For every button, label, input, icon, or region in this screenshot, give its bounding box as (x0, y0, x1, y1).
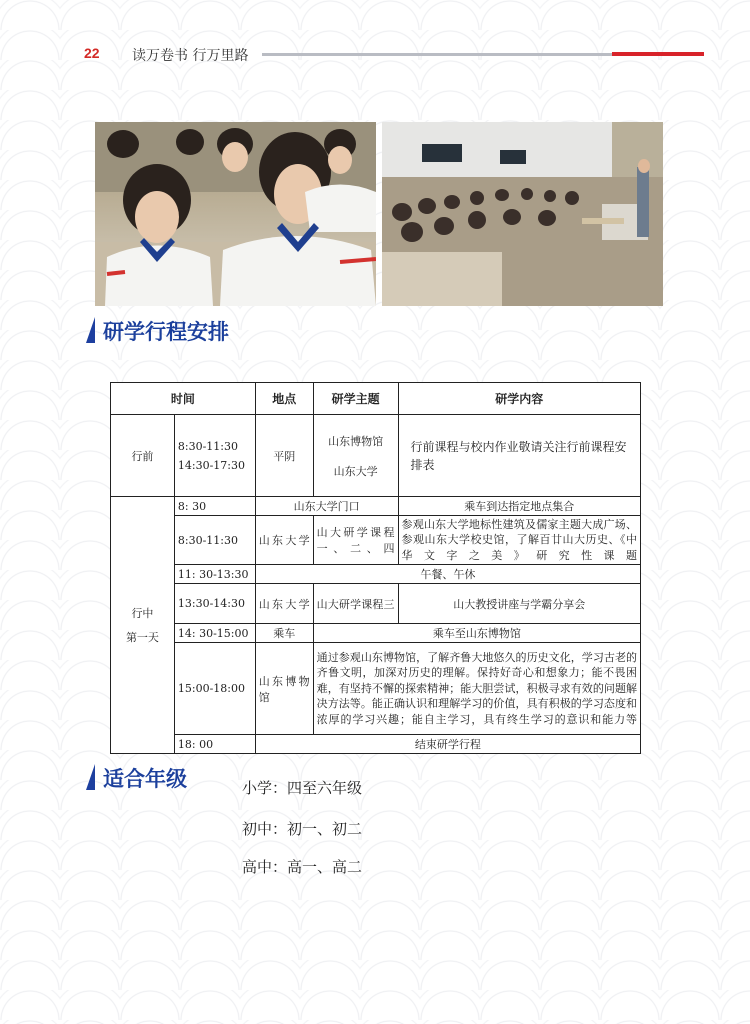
table-header-row (111, 383, 641, 415)
itinerary-title-text: 研学行程安排 (103, 320, 229, 344)
stage-day1-cell (111, 497, 175, 754)
row-time: 15:00-18:00 (174, 643, 255, 735)
row-place: 山东大学门口 (255, 497, 398, 516)
table-row (111, 415, 641, 497)
pre-theme-2: 山东大学 (333, 464, 378, 478)
grades-title-text: 适合年级 (103, 767, 187, 791)
grade-primary: 小学：四至六年级 (242, 779, 363, 797)
table-row (111, 584, 641, 624)
row-time: 14: 30-15:00 (174, 624, 255, 643)
row-time: 11: 30-13:30 (174, 565, 255, 584)
row-content: 乘车到达指定地点集合 (398, 497, 641, 516)
pre-theme-1: 山东博物馆 (328, 434, 384, 448)
pre-time-cell (174, 415, 255, 497)
table-row (111, 624, 641, 643)
itinerary-section-title (86, 316, 229, 346)
lecture-hall-photo (382, 122, 663, 306)
row-theme: 山大研学课程三 (313, 584, 398, 624)
section-marker-icon (86, 764, 95, 790)
page-header (0, 0, 750, 70)
pre-time-1: 8:30-11:30 (177, 439, 238, 453)
pre-theme-cell (313, 415, 398, 497)
running-title: 读万卷书 行万里路 (132, 48, 249, 64)
pre-content: 行前课程与校内作业敬请关注行前课程安排表 (398, 415, 641, 497)
row-content: 通过参观山东博物馆，了解齐鲁大地悠久的历史文化，学习古老的齐鲁文明，加深对历史的理解。保持好奇心和想象力；能不畏困难，有坚持不懈的探索精神；能大胆尝试，积极寻求有效的问题解决方法等。能正确认识和理解学习的价值，具有积极的学习态度和浓厚的学习兴趣；能自主学习，具有终生学习的意识和能力等 (313, 643, 640, 735)
row-time: 13:30-14:30 (174, 584, 255, 624)
students-in-uniform-photo (95, 122, 376, 306)
table-row (111, 516, 641, 565)
row-content: 参观山东大学地标性建筑及儒家主题大成广场、参观山东大学校史馆，了解百廿山大历史、《中华文字之美》研究性课题 (398, 516, 641, 565)
grade-senior: 高中：高一、高二 (242, 858, 363, 876)
table-row (111, 565, 641, 584)
stage-day1: 行中 (131, 607, 154, 621)
row-time: 18: 00 (174, 735, 255, 754)
row-content: 午餐、午休 (255, 565, 640, 584)
header-rule (262, 53, 614, 56)
row-place: 山东大学 (255, 584, 313, 624)
grade-junior: 初中：初一、初二 (242, 820, 363, 838)
header-time: 时间 (111, 383, 256, 415)
table-row (111, 735, 641, 754)
row-theme: 山大研学课程一、二、四 (313, 516, 398, 565)
row-place: 山东博物馆 (255, 643, 313, 735)
header-place: 地点 (255, 383, 313, 415)
pre-place: 平阴 (255, 415, 313, 497)
row-content: 乘车至山东博物馆 (313, 624, 640, 643)
header-accent-bar (612, 52, 704, 56)
table-row (111, 497, 641, 516)
day1-label: 第一天 (125, 631, 159, 645)
page-number: 22 (84, 45, 100, 61)
row-time: 8: 30 (174, 497, 255, 516)
row-content: 山大教授讲座与学霸分享会 (398, 584, 641, 624)
itinerary-table (110, 382, 641, 754)
grades-section-title (86, 763, 187, 793)
header-theme: 研学主题 (313, 383, 398, 415)
pre-time-2: 14:30-17:30 (177, 458, 245, 472)
table-row (111, 643, 641, 735)
header-content: 研学内容 (398, 383, 641, 415)
section-marker-icon (86, 317, 95, 343)
row-time: 8:30-11:30 (174, 516, 255, 565)
row-place: 乘车 (255, 624, 313, 643)
stage-pre: 行前 (111, 415, 175, 497)
row-content: 结束研学行程 (255, 735, 640, 754)
row-place: 山东大学 (255, 516, 313, 565)
